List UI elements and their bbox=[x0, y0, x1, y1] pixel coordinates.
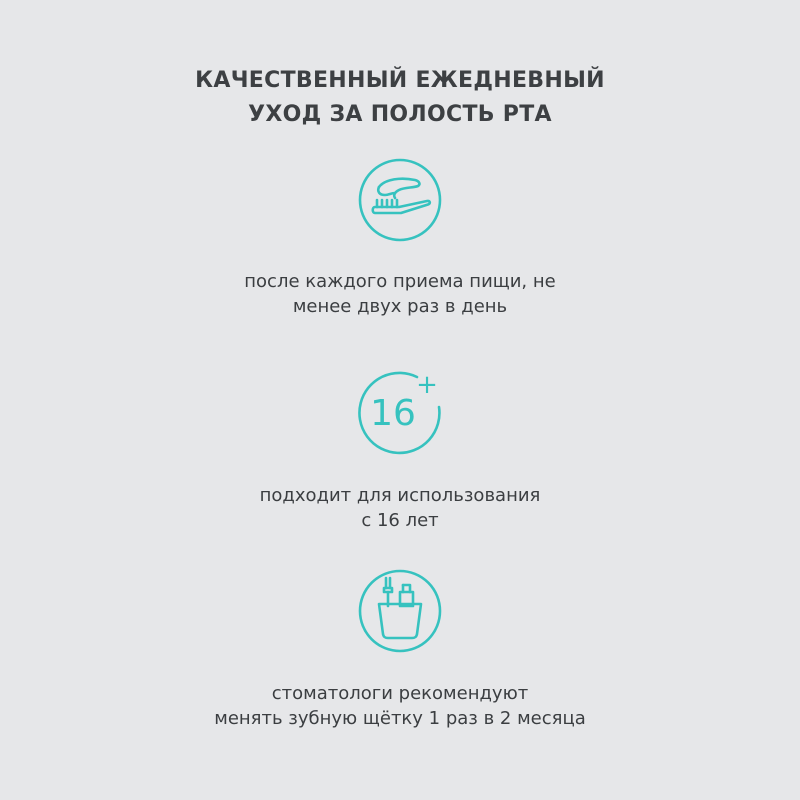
feature-1-line-1: после каждого приема пищи, не bbox=[244, 271, 556, 292]
feature-caption-2 bbox=[0, 483, 800, 533]
toothbrush-with-paste-icon bbox=[355, 155, 445, 245]
feature-2-line-1: подходит для использования bbox=[259, 485, 541, 506]
title-line-1: КАЧЕСТВЕННЫЙ ЕЖЕДНЕВНЫЙ bbox=[195, 68, 605, 93]
feature-3-line-2: менять зубную щётку 1 раз в 2 месяца bbox=[214, 708, 586, 729]
toothbrush-cup-icon bbox=[355, 566, 445, 656]
feature-3-line-1: стоматологи рекомендуют bbox=[271, 683, 529, 704]
feature-caption-3 bbox=[0, 681, 800, 731]
age-plus-sign: + bbox=[416, 370, 438, 400]
page-title bbox=[0, 64, 800, 132]
age-16-plus-icon bbox=[355, 367, 445, 457]
age-number: 16 bbox=[370, 393, 416, 434]
feature-caption-1 bbox=[0, 269, 800, 319]
title-line-2: УХОД ЗА ПОЛОСТЬ РТА bbox=[248, 102, 552, 127]
feature-1-line-2: менее двух раз в день bbox=[292, 296, 508, 317]
feature-2-line-2: с 16 лет bbox=[361, 510, 439, 531]
